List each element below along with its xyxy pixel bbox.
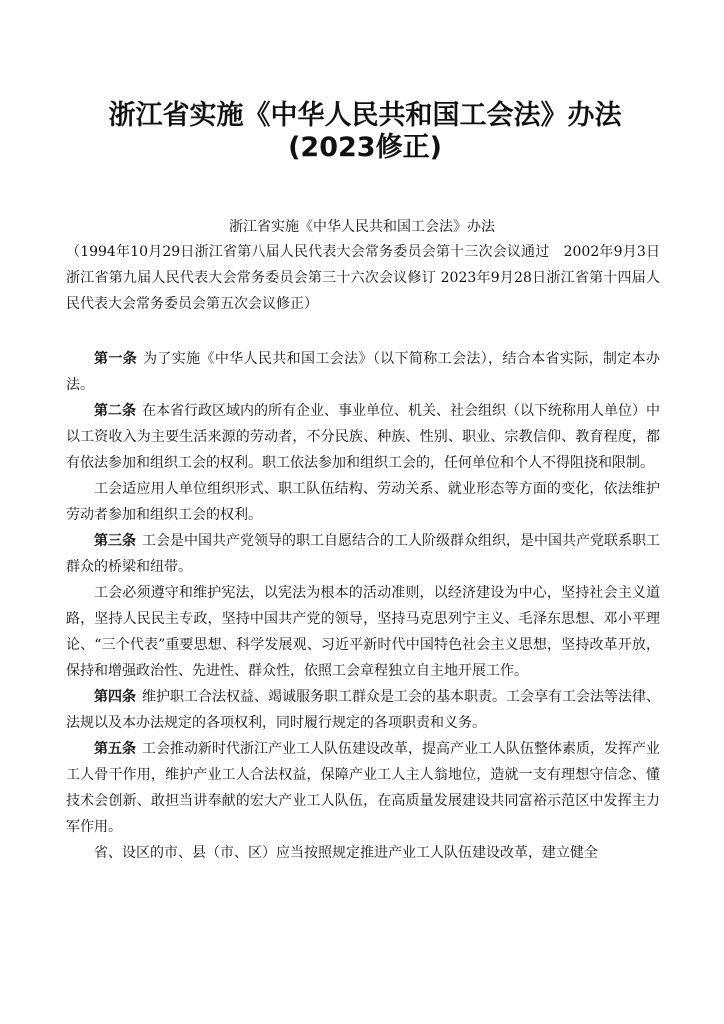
paragraph-text: 工会必须遵守和维护宪法，以宪法为根本的活动准则，以经济建设为中心，坚持社会主义道路，坚持人民民主专政，坚持中国共产党的领导，坚持马克思列宁主义、毛泽东思想、邓小平理论、“三个代表”重要思想、科学发展观、习近平新时代中国特色社会主义思想，坚持改革开放，保持和增强政治性、先进性、群众性，依照工会章程独立自主地开展工作。: [66, 585, 660, 679]
paragraph-text: 工会推动新时代浙江产业工人队伍建设改革，提高产业工人队伍整体素质，发挥产业工人骨干作用，维护产业工人合法权益，保障产业工人主人翁地位，造就一支有理想守信念、懂技术会创新、敢担当讲奉献的宏大产业工人队伍，在高质量发展建设共同富裕示范区中发挥主力军作用。: [66, 741, 660, 835]
article-number: 第四条: [94, 689, 136, 705]
paragraph-text: 为了实施《中华人民共和国工会法》（以下简称工会法），结合本省实际，制定本办法。: [66, 351, 660, 393]
paragraph-article-5: [66, 736, 660, 840]
article-number: 第一条: [94, 351, 138, 367]
paragraph-article-2-cont: [66, 476, 660, 528]
paragraph-article-4: [66, 684, 660, 736]
document-body: [66, 346, 660, 866]
paragraph-article-3: [66, 528, 660, 580]
paragraph-article-2: [66, 398, 660, 476]
adoption-note: （1994年10月29日浙江省第八届人民代表大会常务委员会第十三次会议通过 2002年9月3日浙江省第九届人民代表大会常务委员会第三十六次会议修订 2023年9月28日浙江省第十四届人民代表大会常务委员会第五次会议修正）: [66, 244, 660, 312]
article-number: 第三条: [94, 533, 136, 549]
paragraph-article-5-cont: [66, 840, 660, 866]
paragraph-text: 在本省行政区域内的所有企业、事业单位、机关、社会组织（以下统称用人单位）中以工资收入为主要生活来源的劳动者，不分民族、种族、性别、职业、宗教信仰、教育程度，都有依法参加和组织工会的权利。职工依法参加和组织工会的，任何单位和个人不得阻挠和限制。: [66, 403, 660, 471]
paragraph-text: 工会是中国共产党领导的职工自愿结合的工人阶级群众组织，是中国共产党联系职工群众的桥梁和纽带。: [66, 533, 660, 575]
paragraph-text: 工会适应用人单位组织形式、职工队伍结构、劳动关系、就业形态等方面的变化，依法维护劳动者参加和组织工会的权利。: [66, 481, 660, 523]
paragraph-text: 维护职工合法权益、竭诚服务职工群众是工会的基本职责。工会享有工会法等法律、法规以及本办法规定的各项权利，同时履行规定的各项职责和义务。: [66, 689, 660, 731]
paragraph-article-3-cont: [66, 580, 660, 684]
document-subtitle: 浙江省实施《中华人民共和国工会法》办法: [229, 219, 495, 235]
paragraph-text: 省、设区的市、县（市、区）应当按照规定推进产业工人队伍建设改革，建立健全: [94, 845, 598, 861]
article-number: 第五条: [94, 741, 136, 757]
article-number: 第二条: [94, 403, 136, 419]
paragraph-article-1: [66, 346, 660, 398]
document-title: 浙江省实施《中华人民共和国工会法》办法(2023修正): [108, 100, 622, 163]
